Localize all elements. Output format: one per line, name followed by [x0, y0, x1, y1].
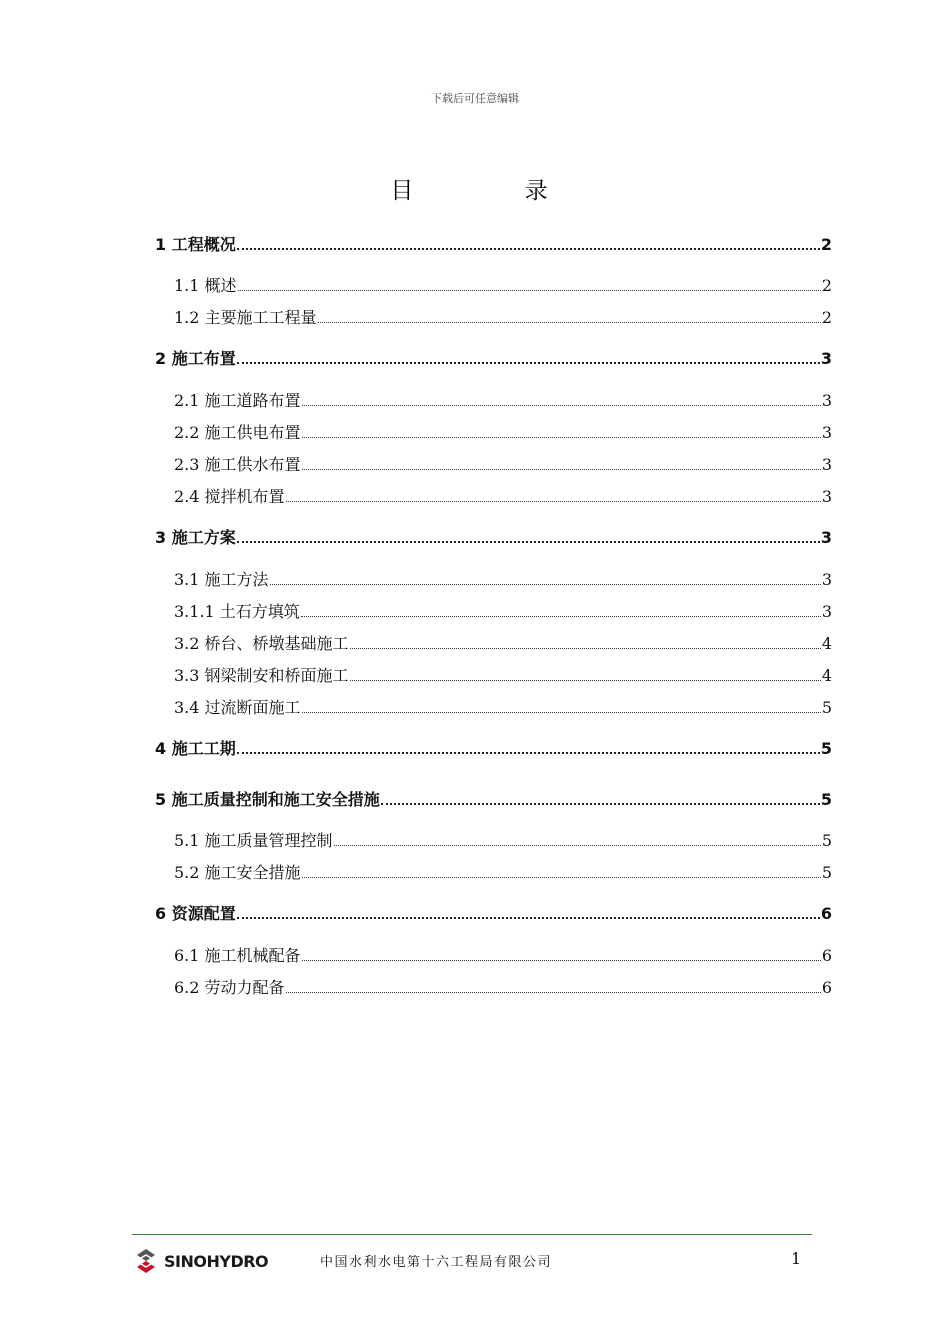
toc-entry-page: 3 [820, 528, 832, 547]
toc-leader-dots [286, 501, 821, 502]
toc-section-entry[interactable] [155, 307, 832, 329]
logo-text: SINOHYDRO [164, 1251, 269, 1271]
toc-section-entry[interactable] [155, 830, 832, 852]
toc-leader-dots [301, 616, 821, 617]
toc-entry-title: 1.2 主要施工工程量 [174, 308, 317, 327]
toc-section-entry[interactable] [155, 665, 832, 687]
toc-section-entry[interactable] [155, 862, 832, 884]
toc-entry-page: 2 [821, 308, 832, 327]
toc-leader-dots [302, 712, 821, 713]
toc-leader-dots [270, 584, 821, 585]
toc-entry-title: 6 资源配置 [155, 904, 236, 923]
header-note: 下载后可任意编辑 [431, 92, 519, 105]
toc-entry-title: 1 工程概况 [155, 235, 236, 254]
toc-entry-title: 3.4 过流断面施工 [174, 698, 301, 717]
toc-entry-title: 1.1 概述 [174, 276, 237, 295]
toc-entry-page: 3 [821, 391, 832, 410]
footer-divider [132, 1234, 812, 1235]
toc-entry-title: 2 施工布置 [155, 349, 236, 368]
toc-entry-page: 3 [821, 570, 832, 589]
toc-entry-page: 3 [821, 455, 832, 474]
toc-chapter-entry[interactable] [155, 527, 832, 549]
toc-section-entry[interactable] [155, 275, 832, 297]
toc-leader-dots [237, 541, 820, 543]
toc-entry-page: 6 [821, 978, 832, 997]
toc-chapter-entry[interactable] [155, 348, 832, 370]
toc-chapter-entry[interactable] [155, 789, 832, 811]
toc-entry-page: 5 [820, 790, 832, 809]
toc-entry-title: 6.2 劳动力配备 [174, 978, 285, 997]
toc-section-entry[interactable] [155, 454, 832, 476]
toc-entry-page: 3 [821, 602, 832, 621]
page-number: 1 [791, 1249, 802, 1268]
toc-entry-title: 2.1 施工道路布置 [174, 391, 301, 410]
toc-leader-dots [302, 960, 821, 961]
toc-entry-page: 5 [821, 698, 832, 717]
toc-section-entry[interactable] [155, 977, 832, 999]
toc-section-entry[interactable] [155, 633, 832, 655]
toc-section-entry[interactable] [155, 697, 832, 719]
toc-section-entry[interactable] [155, 486, 832, 508]
toc-leader-dots [237, 248, 820, 250]
toc-entry-page: 3 [820, 349, 832, 368]
toc-entry-title: 3.2 桥台、桥墩基础施工 [174, 634, 349, 653]
toc-entry-page: 2 [820, 235, 832, 254]
toc-section-entry[interactable] [155, 390, 832, 412]
toc-section-entry[interactable] [155, 601, 832, 623]
toc-entry-title: 2.2 施工供电布置 [174, 423, 301, 442]
toc-chapter-entry[interactable] [155, 234, 832, 256]
toc-entry-title: 3.1.1 土石方填筑 [174, 602, 300, 621]
toc-leader-dots [350, 648, 821, 649]
toc-entry-page: 6 [821, 946, 832, 965]
toc-entry-page: 6 [820, 904, 832, 923]
toc-chapter-entry[interactable] [155, 738, 832, 760]
toc-entry-title: 3.1 施工方法 [174, 570, 269, 589]
toc-entry-page: 5 [820, 739, 832, 758]
toc-leader-dots [381, 803, 820, 805]
toc-leader-dots [237, 362, 820, 364]
sinohydro-logo-icon [133, 1246, 159, 1276]
toc-entry-title: 6.1 施工机械配备 [174, 946, 301, 965]
toc-section-entry[interactable] [155, 422, 832, 444]
toc-entry-title: 3 施工方案 [155, 528, 236, 547]
toc-entry-title: 2.3 施工供水布置 [174, 455, 301, 474]
toc-entry-page: 2 [821, 276, 832, 295]
toc-entry-page: 3 [821, 423, 832, 442]
toc-leader-dots [318, 322, 821, 323]
toc-chapter-entry[interactable] [155, 903, 832, 925]
toc-section-entry[interactable] [155, 569, 832, 591]
toc-leader-dots [286, 992, 821, 993]
toc-leader-dots [302, 877, 821, 878]
toc-entry-page: 4 [821, 634, 832, 653]
toc-leader-dots [237, 917, 820, 919]
toc-entry-title: 5.1 施工质量管理控制 [174, 831, 333, 850]
company-logo [133, 1245, 268, 1277]
toc-entry-title: 3.3 钢梁制安和桥面施工 [174, 666, 349, 685]
toc-leader-dots [350, 680, 821, 681]
toc-entry-page: 5 [821, 831, 832, 850]
company-name: 中国水利水电第十六工程局有限公司 [320, 1255, 553, 1270]
toc-leader-dots [302, 405, 821, 406]
toc-leader-dots [302, 469, 821, 470]
toc-entry-title: 2.4 搅拌机布置 [174, 487, 285, 506]
toc-entry-page: 4 [821, 666, 832, 685]
toc-title: 目 录 [390, 178, 600, 204]
toc-entry-title: 5.2 施工安全措施 [174, 863, 301, 882]
toc-section-entry[interactable] [155, 945, 832, 967]
toc-entry-title: 4 施工工期 [155, 739, 236, 758]
toc-leader-dots [238, 290, 821, 291]
toc-leader-dots [302, 437, 821, 438]
toc-entry-title: 5 施工质量控制和施工安全措施 [155, 790, 380, 809]
toc-leader-dots [237, 752, 820, 754]
toc-entry-page: 3 [821, 487, 832, 506]
toc-entry-page: 5 [821, 863, 832, 882]
toc-leader-dots [334, 845, 821, 846]
